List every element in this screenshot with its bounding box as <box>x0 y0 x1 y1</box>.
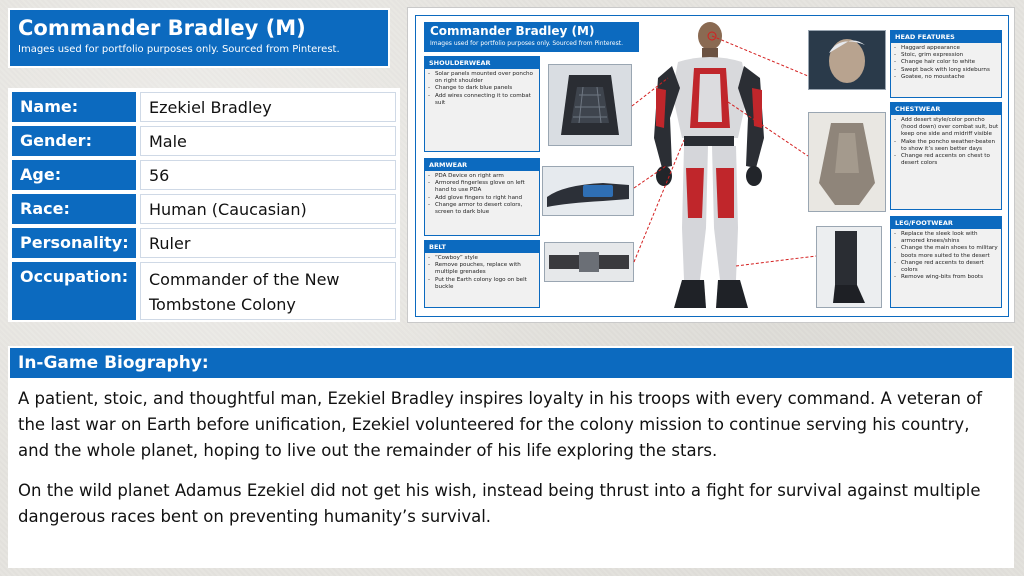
belt-note: - Put the Earth colony logo on belt buckle <box>435 277 539 291</box>
age-label: Age: <box>12 160 136 190</box>
shoulderwear-note: - Add wires connecting it to combat suit <box>435 93 539 107</box>
chestwear-heading: CHESTWEAR <box>891 103 1001 115</box>
biography-text <box>10 378 1012 530</box>
shoulderwear-heading: SHOULDERWEAR <box>425 57 539 69</box>
sheet-subtitle: Images used for portfolio purposes only. Sourced from Pinterest. <box>430 40 623 47</box>
leg-footwear-note: - Replace the sleek look with armored knees/shins <box>901 231 1001 245</box>
leg-footwear-note: - Remove wing-bits from boots <box>901 274 1001 281</box>
biography-section <box>8 346 1014 568</box>
callout-lines <box>416 16 1008 316</box>
occupation-label: Occupation: <box>12 262 136 320</box>
costume-reference-sheet <box>408 8 1014 322</box>
head-features-heading: HEAD FEATURES <box>891 31 1001 43</box>
shoulderwear-note: - Change to dark blue panels <box>435 85 539 92</box>
chestwear-note: - Make the poncho weather-beaten to show it’s seen better days <box>901 139 1001 153</box>
name-value: Ezekiel Bradley <box>140 92 396 122</box>
occupation-value: Commander of the New Tombstone Colony <box>140 262 396 320</box>
personality-value: Ruler <box>140 228 396 258</box>
armwear-note: - PDA Device on right arm <box>435 173 539 180</box>
race-value: Human (Caucasian) <box>140 194 396 224</box>
chestwear-note: - Add desert style/color poncho (hood down) over combat suit, but keep one side and midriff visible <box>901 117 1001 139</box>
armwear-heading: ARMWEAR <box>425 159 539 171</box>
leg-footwear-heading: LEG/FOOTWEAR <box>891 217 1001 229</box>
personality-label: Personality: <box>12 228 136 258</box>
age-value: 56 <box>140 160 396 190</box>
race-label: Race: <box>12 194 136 224</box>
gender-label: Gender: <box>12 126 136 156</box>
head-feature-note: - Haggard appearance <box>901 45 1001 52</box>
source-note: Images used for portfolio purposes only. Sourced from Pinterest. <box>18 44 340 55</box>
head-feature-note: - Swept back with long sideburns <box>901 67 1001 74</box>
belt-note: - “Cowboy” style <box>435 255 539 262</box>
armwear-note: - Armored fingerless glove on left hand to use PDA <box>435 180 539 194</box>
title-block <box>8 8 390 68</box>
character-title: Commander Bradley (M) <box>18 16 306 40</box>
name-label: Name: <box>12 92 136 122</box>
leg-footwear-note: - Change red accents to desert colors <box>901 260 1001 274</box>
sheet-title: Commander Bradley (M) <box>430 24 595 38</box>
leg-footwear-note: - Change the main shoes to military boots more suited to the desert <box>901 245 1001 259</box>
biography-paragraph: On the wild planet Adamus Ezekiel did not get his wish, instead being thrust into a fight for survival against multiple dangerous races bent on preventing humanity’s survival. <box>18 481 981 526</box>
reference-sheet-frame <box>415 15 1009 317</box>
gender-value: Male <box>140 126 396 156</box>
head-feature-note: - Stoic, grim expression <box>901 52 1001 59</box>
biography-heading: In-Game Biography: <box>10 348 1012 378</box>
shoulderwear-note: - Solar panels mounted over poncho on right shoulder <box>435 71 539 85</box>
belt-note: - Remove pouches, replace with multiple grenades <box>435 262 539 276</box>
chestwear-note: - Change red accents on chest to desert colors <box>901 153 1001 167</box>
armwear-note: - Change armor to desert colors, screen to dark blue <box>435 202 539 216</box>
belt-heading: BELT <box>425 241 539 253</box>
head-feature-note: - Change hair color to white <box>901 59 1001 66</box>
character-info-table <box>8 88 400 322</box>
armwear-note: - Add glove fingers to right hand <box>435 195 539 202</box>
biography-paragraph: A patient, stoic, and thoughtful man, Ezekiel Bradley inspires loyalty in his troops with every command. A veteran of the last war on Earth before unification, Ezekiel volunteered for the colony mission to continue serving his country, and the whole planet, hoping to live out the remainder of his life exploring the stars. <box>18 389 983 460</box>
head-feature-note: - Goatee, no moustache <box>901 74 1001 81</box>
